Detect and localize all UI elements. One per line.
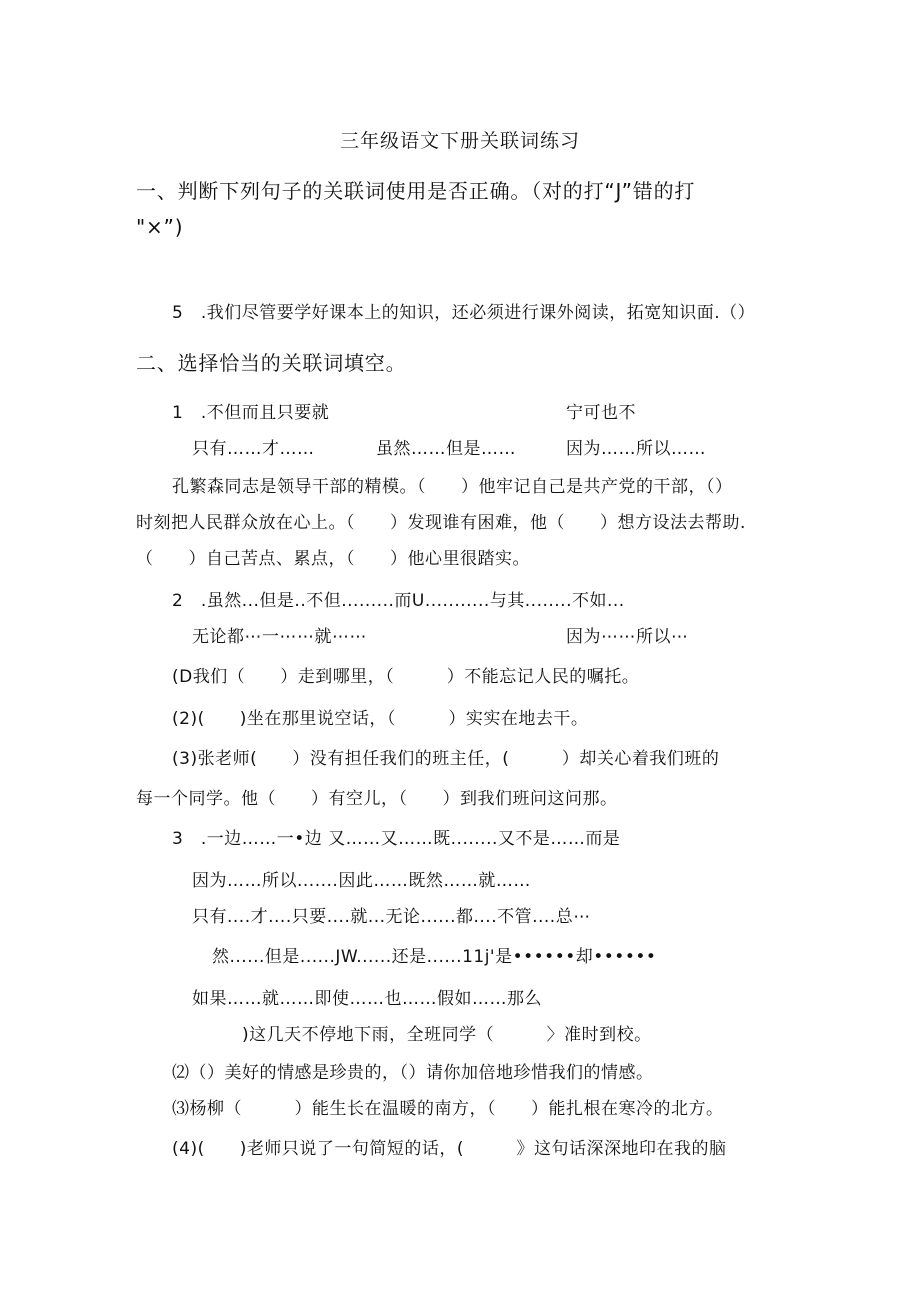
q1-options: 因为……所以…… [566, 439, 706, 459]
q3-options: 因为……所以.......因此……既然……就…… [192, 871, 531, 891]
q1-options: 只有……才…… [192, 439, 315, 459]
q2-options: 2 .虽然...但是..不但.........而U...........与其........不如... [172, 591, 625, 611]
question-item: 5 .我们尽管要学好课本上的知识，还必须进行课外阅读，拓宽知识面.（） [172, 303, 756, 323]
q2-options: 因为⋯⋯所以⋯ [566, 627, 689, 647]
q2-sentence: (D我们（ ）走到哪里，（ ）不能忘记人民的嘱托。 [172, 667, 640, 687]
q3-options: 3 .一边……一•边 又……又……既........又不是……而是 [172, 829, 621, 849]
section2-heading: 二、选择恰当的关联词填空。 [136, 351, 407, 375]
q3-sentence: )这几天不停地下雨，全班同学（ 〉准时到校。 [242, 1025, 652, 1045]
q1-options: 宁可也不 [566, 403, 636, 423]
q3-options: 只有....才....只要....就...无论......都....不管....总⋯ [192, 907, 591, 927]
q2-sentence: (2)( )坐在那里说空话，（ ）实实在地去干。 [172, 709, 589, 729]
q3-sentence: ⑶杨柳（ ）能生长在温暖的南方，（ ）能扎根在寒冷的北方。 [172, 1099, 724, 1119]
q1-text: 孔繁森同志是领导干部的精模。（ ）他牢记自己是共产党的干部，（） [172, 477, 733, 497]
q3-options: 如果……就……即使……也……假如……那么 [192, 989, 542, 1009]
section1-heading-cont: "×”) [136, 215, 184, 239]
q2-sentence: (3)张老师( ）没有担任我们的班主任，( ）却关心着我们班的 [172, 749, 720, 769]
q1-text: 时刻把人民群众放在心上。（ ）发现谁有困难，他（ ）想方设法去帮助. [136, 513, 746, 533]
q3-options: 然......但是......JW......还是......11j'是••••••却•••••• [212, 947, 657, 967]
page-title: 三年级语文下册关联词练习 [339, 130, 580, 152]
q2-sentence: 每一个同学。他（ ）有空儿，（ ）到我们班问这问那。 [136, 789, 618, 809]
q1-text: （ ）自己苦点、累点，（ ）他心里很踏实。 [136, 549, 530, 569]
q1-options: 1 .不但而且只要就 [172, 403, 330, 423]
section1-heading: 一、判断下列句子的关联词使用是否正确。（对的打“J”错的打 [136, 179, 696, 203]
q3-sentence: (4)( )老师只说了一句简短的话，( 》这句话深深地印在我的脑 [172, 1139, 727, 1159]
q1-options: 虽然……但是…… [376, 439, 516, 459]
q3-sentence: ⑵（）美好的情感是珍贵的，（）请你加倍地珍惜我们的情感。 [172, 1063, 654, 1083]
q2-options: 无论都⋯一⋯⋯就⋯⋯ [192, 627, 367, 647]
